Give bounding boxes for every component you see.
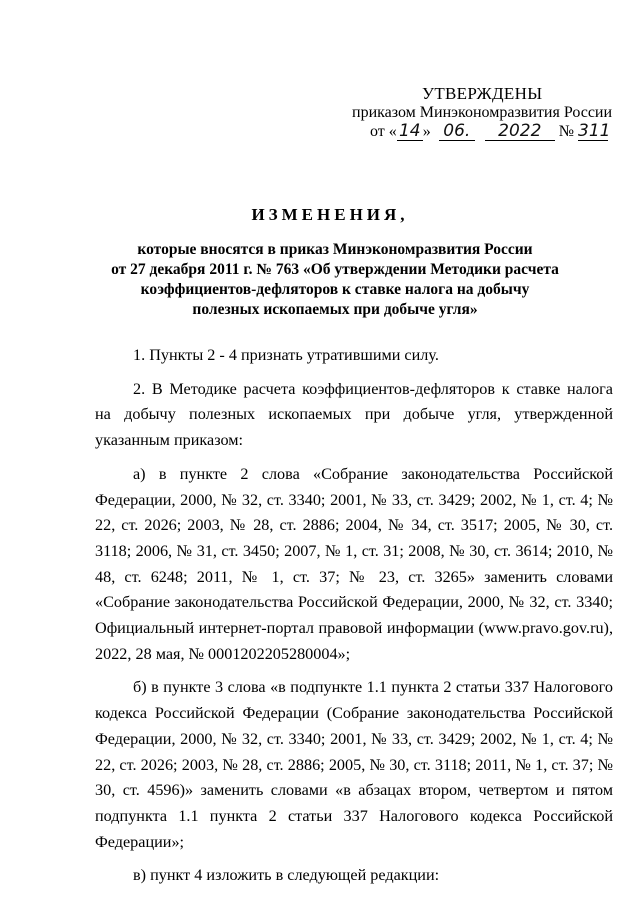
subtitle-line: от 27 декабря 2011 г. № 763 «Об утверждении Методики расчета xyxy=(111,261,559,278)
handwritten-month: 06. xyxy=(439,122,475,141)
subtitle-line: которые вносятся в приказ Минэкономразвития России xyxy=(137,241,533,258)
handwritten-number: 311 xyxy=(578,121,611,141)
approval-quote-close: » xyxy=(422,123,431,140)
approval-order-line: приказом Минэкономразвития России xyxy=(352,104,613,121)
approval-title: УТВЕРЖДЕНЫ xyxy=(422,84,543,103)
document-subtitle xyxy=(110,240,560,320)
paragraph-subitem-b: б) в пункте 3 слова «в подпункте 1.1 пункта 2 статьи 337 Налогового кодекса Российской Федерации (Собрание законодательства Российской Федерации, 2000, № 32, ст. 3340; 2001, № 33, ст. 3429; 2002, № 1, ст. 4; № 22, ст. 2026; 2003, № 28, ст. 2886; 2005, № 30, ст. 3118; 2011, № 1, ст. 37; № 30, ст. 4596)» заменить словами «в абзацах втором, четвертом и пятом подпункта 1.1 пункта 2 статьи 337 Налогового кодекса Российской Федерации»; xyxy=(95,678,613,851)
document-body xyxy=(95,343,613,889)
document-title: ИЗМЕНЕНИЯ, xyxy=(251,205,409,224)
approval-date-line xyxy=(370,121,611,142)
paragraph-subitem-v: в) пункт 4 изложить в следующей редакции: xyxy=(133,866,440,885)
paragraph-item-2: 2. В Методике расчета коэффициентов-дефляторов к ставке налога на добычу полезных ископаемых при добыче угля, утвержденной указанным приказом: xyxy=(95,379,613,450)
approval-number-label: № xyxy=(558,123,575,140)
handwritten-year: 2022 xyxy=(485,122,555,141)
subtitle-line: полезных ископаемых при добыче угля» xyxy=(192,301,478,318)
approval-from-prefix: от « xyxy=(370,123,397,140)
paragraph-subitem-a: а) в пункте 2 слова «Собрание законодательства Российской Федерации, 2000, № 32, ст. 3340; 2001, № 33, ст. 3429; 2002, № 1, ст. 4; № 22, ст. 2026; 2003, № 28, ст. 2886; 2004, № 34, ст. 3517; 2005, № 30, ст. 3118; 2006, № 31, ст. 3450; 2007, № 1, ст. 31; 2008, № 30, ст. 3614; 2010, № 48, ст. 6248; 2011, № 1, ст. 37; № 23, ст. 3265» заменить словами «Собрание законодательства Российской Федерации, 2000, № 32, ст. 3340; Официальный интернет-портал правовой информации (www.pravo.gov.ru), 2022, 28 мая, № 0001202205280004»; xyxy=(95,464,613,663)
subtitle-line: коэффициентов-дефляторов к ставке налога на добычу xyxy=(140,281,530,298)
paragraph-item-1: 1. Пункты 2 - 4 признать утратившими силу. xyxy=(133,346,439,364)
handwritten-day: 14 xyxy=(397,122,423,141)
